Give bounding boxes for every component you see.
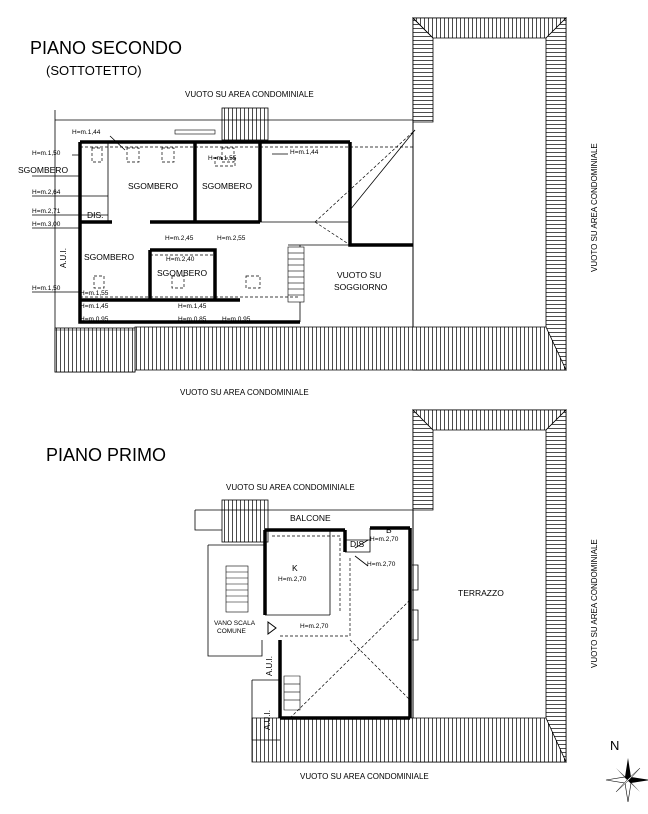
- upper-h240: H=m.2,40: [166, 256, 195, 263]
- lower-floor-title: PIANO PRIMO: [46, 445, 167, 465]
- upper-h271: H=m.2,71: [32, 208, 61, 215]
- upper-room-dis: DIS.: [87, 210, 104, 220]
- upper-room-sgombero-3: SGOMBERO: [84, 252, 135, 262]
- lower-aui-1: A.U.I.: [265, 655, 274, 676]
- upper-floor-subtitle: (SOTTOTETTO): [46, 63, 142, 78]
- upper-stair: [288, 247, 304, 302]
- lower-h270-dis: H=m.2,70: [367, 561, 396, 568]
- upper-h085: H=m.0,85: [178, 316, 207, 323]
- lower-roof-hatch-top: [413, 410, 566, 430]
- upper-void-right: VUOTO SU AREA CONDOMINIALE: [590, 143, 599, 272]
- upper-skylights: [92, 148, 260, 288]
- lower-h270-hall: H=m.2,70: [300, 623, 329, 630]
- upper-roof-frame: [413, 18, 566, 370]
- upper-void-top: VUOTO SU AREA CONDOMINIALE: [185, 90, 314, 99]
- upper-h264: H=m.2,64: [32, 189, 61, 196]
- upper-floor-title: PIANO SECONDO: [30, 38, 183, 58]
- upper-void-bottom: VUOTO SU AREA CONDOMINIALE: [180, 388, 309, 397]
- upper-h145-left: H=m.1,45: [80, 303, 109, 310]
- compass-north-label: N: [610, 738, 620, 753]
- upper-floor-plan: [18, 18, 599, 397]
- upper-h155-low: H=m.1,55: [80, 290, 109, 297]
- upper-room-sgombero-4: SGOMBERO: [157, 268, 208, 278]
- upper-h245: H=m.2,45: [165, 235, 194, 242]
- upper-h144-top: H=m.1,44: [72, 129, 101, 136]
- lower-entrance-arrow-icon: [268, 622, 276, 634]
- lower-h270-b: H=m.2,70: [370, 536, 399, 543]
- upper-h144-right: H=m.1,44: [290, 149, 319, 156]
- lower-chimney: [222, 500, 268, 542]
- upper-room-sgombero-1: SGOMBERO: [128, 181, 179, 191]
- lower-aui-2: A.U.I.: [263, 709, 272, 730]
- lower-void-top: VUOTO SU AREA CONDOMINIALE: [226, 483, 355, 492]
- upper-roof-hatch-bottom: [135, 327, 566, 370]
- upper-room-soggiorno: SOGGIORNO: [334, 282, 388, 292]
- upper-h150-left: H=m.1,50: [32, 150, 61, 157]
- lower-vano-scala-2: COMUNE: [217, 628, 246, 635]
- upper-h145-mid: H=m.1,45: [178, 303, 207, 310]
- lower-floor-plan: [46, 410, 599, 781]
- lower-vano-scala-1: VANO SCALA: [214, 620, 256, 627]
- compass-rose-icon: [606, 758, 648, 802]
- lower-void-right: VUOTO SU AREA CONDOMINIALE: [590, 539, 599, 668]
- upper-roof-hatch-top: [413, 18, 566, 38]
- upper-h300: H=m.3,00: [32, 221, 61, 228]
- upper-roof-hatch-right: [546, 18, 566, 370]
- lower-room-balcone: BALCONE: [290, 513, 331, 523]
- upper-h255: H=m.2,55: [217, 235, 246, 242]
- upper-left-hatch: [55, 328, 135, 372]
- lower-stair: [226, 566, 300, 710]
- lower-roof-frame: [413, 410, 566, 762]
- upper-h095-left: H=m.0,95: [80, 316, 109, 323]
- upper-thin-walls: [108, 142, 350, 322]
- lower-room-dis: DIS: [350, 539, 365, 549]
- lower-h270-k: H=m.2,70: [278, 576, 307, 583]
- upper-vuoto-diag: [350, 130, 415, 210]
- upper-room-sgombero-left: SGOMBERO: [18, 165, 69, 175]
- lower-void-bottom: VUOTO SU AREA CONDOMINIALE: [300, 772, 429, 781]
- upper-h095-right: H=m.0,95: [222, 316, 251, 323]
- upper-h150-low: H=m.1,50: [32, 285, 61, 292]
- upper-main-walls: [80, 142, 413, 322]
- lower-room-k: K: [292, 563, 298, 573]
- upper-aui-label: A.U.I.: [59, 247, 68, 268]
- upper-room-sgombero-2: SGOMBERO: [202, 181, 253, 191]
- lower-roof-hatch-bottom: [252, 718, 566, 762]
- upper-chimney: [222, 108, 268, 140]
- upper-room-vuoto-su: VUOTO SU: [337, 270, 382, 280]
- upper-window: [175, 130, 215, 134]
- lower-roof-hatch-right: [546, 410, 566, 762]
- lower-room-b: B: [386, 525, 392, 535]
- lower-room-terrazzo: TERRAZZO: [458, 588, 504, 598]
- upper-h155-mid: H=m.1,55: [208, 155, 237, 162]
